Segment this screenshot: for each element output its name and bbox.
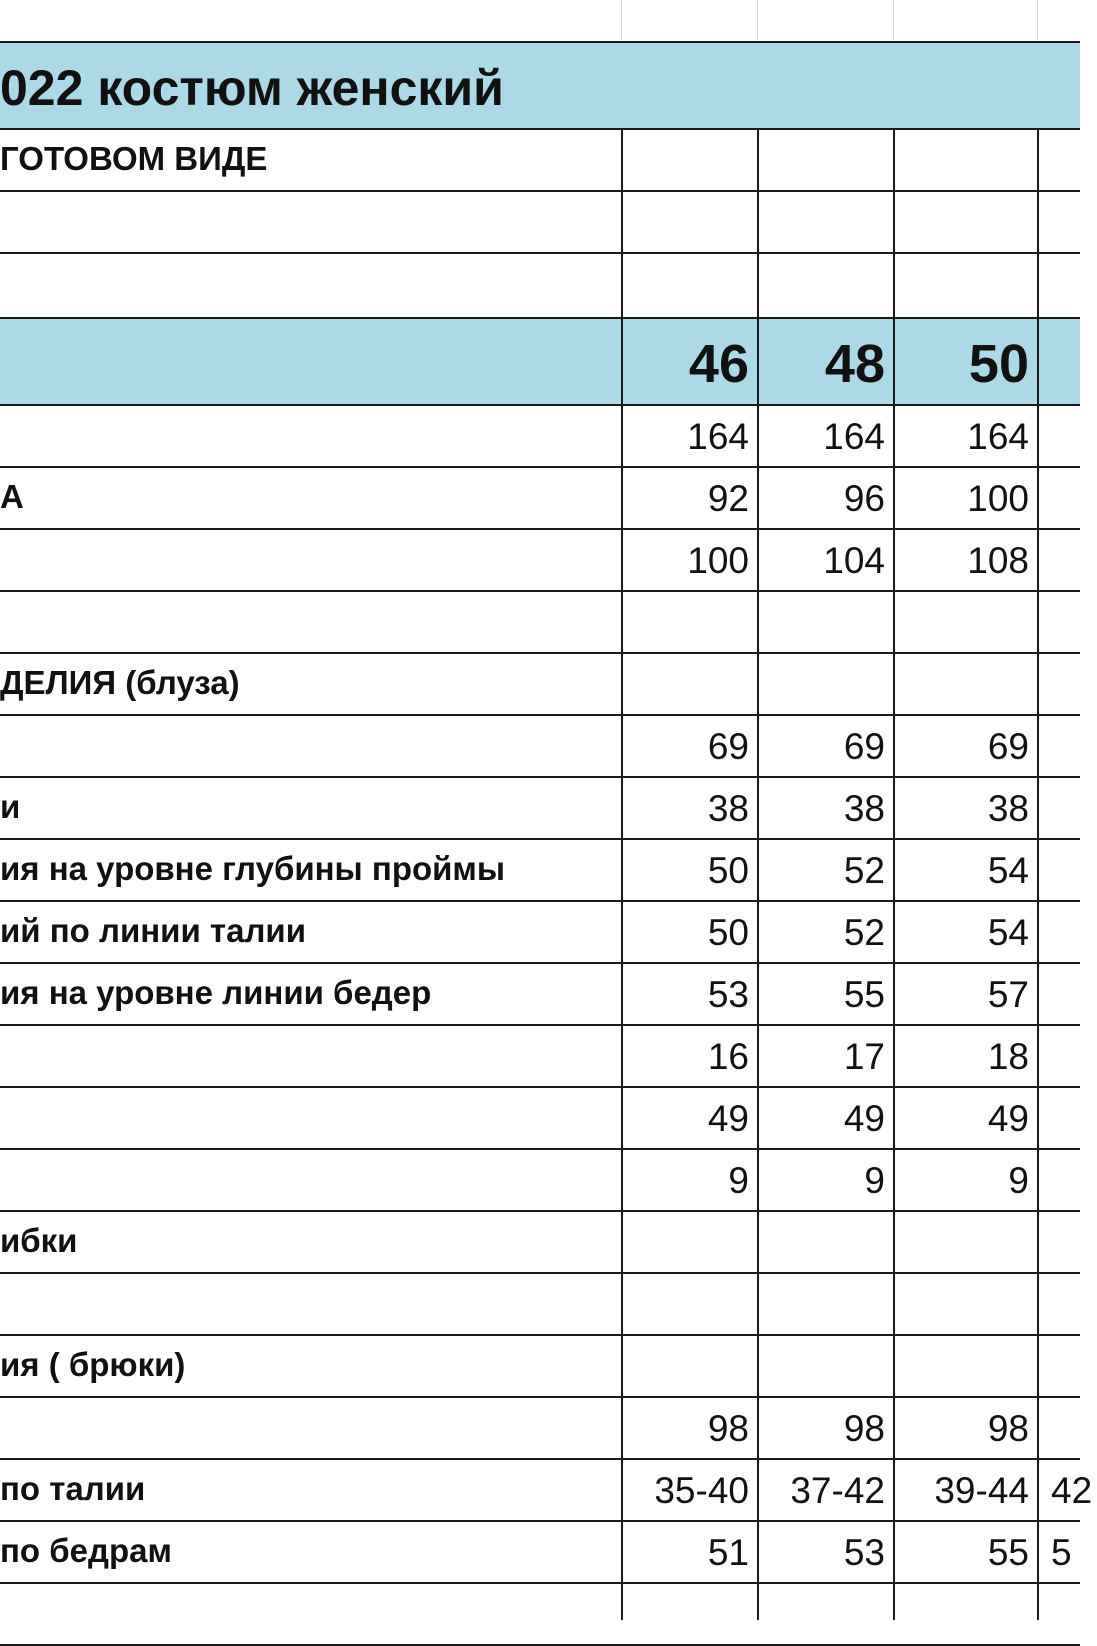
value-cell[interactable]: 9 [864,1160,885,1201]
value-cell[interactable] [759,1212,893,1272]
value-cell[interactable]: 39-44 [934,1470,1029,1511]
value-cell[interactable]: 50 [707,912,749,953]
value-cell[interactable] [1039,530,1097,590]
value-cell[interactable] [1039,1088,1097,1148]
value-cell[interactable] [1039,840,1097,900]
size-header-cell[interactable]: 46 [688,334,749,394]
value-cell[interactable] [895,592,1037,652]
row-label [0,1584,620,1644]
value-cell[interactable] [1039,716,1097,776]
value-cell[interactable]: 52 [843,850,885,891]
row-border [0,252,1080,254]
value-cell[interactable] [1039,406,1097,466]
value-cell[interactable] [1039,468,1097,528]
value-cell[interactable] [895,1274,1037,1334]
row-label [0,1398,620,1458]
value-cell[interactable]: 49 [707,1098,749,1139]
sheet-gridline [893,0,894,40]
value-cell[interactable]: 37-42 [790,1470,885,1511]
value-cell[interactable]: 5 [1051,1532,1072,1573]
value-cell[interactable]: 9 [728,1160,749,1201]
value-cell[interactable] [1039,592,1097,652]
value-cell[interactable] [623,1274,757,1334]
sheet-gridline [757,0,758,40]
value-cell[interactable]: 55 [843,974,885,1015]
sheet-gridline [621,0,622,40]
value-cell[interactable] [759,1274,893,1334]
value-cell[interactable]: 18 [987,1036,1029,1077]
value-cell[interactable]: 100 [687,540,749,581]
value-cell[interactable] [1039,964,1097,1024]
row-border [0,190,1080,192]
value-cell[interactable]: 104 [823,540,885,581]
row-label [0,716,620,776]
value-cell[interactable] [895,654,1037,714]
value-cell[interactable]: 54 [987,912,1029,953]
value-cell[interactable]: 49 [843,1098,885,1139]
value-cell[interactable]: 69 [707,726,749,767]
value-cell[interactable]: 52 [843,912,885,953]
row-label [0,406,620,466]
row-label: ия ( брюки) [0,1346,186,1383]
sheet-title: 022 костюм женский [0,60,504,116]
value-cell[interactable] [759,1584,893,1644]
value-cell[interactable] [623,1336,757,1396]
value-cell[interactable] [1039,654,1097,714]
value-cell[interactable]: 38 [987,788,1029,829]
value-cell[interactable] [623,654,757,714]
value-cell[interactable] [1039,1584,1097,1644]
value-cell[interactable]: 164 [967,416,1029,457]
value-cell[interactable]: 69 [987,726,1029,767]
value-cell[interactable] [623,1584,757,1644]
value-cell[interactable] [1039,1026,1097,1086]
value-cell[interactable]: 50 [707,850,749,891]
value-cell[interactable] [1039,778,1097,838]
row-label: ия на уровне линии бедер [0,974,432,1011]
value-cell[interactable]: 9 [1008,1160,1029,1201]
value-cell[interactable] [895,1212,1037,1272]
value-cell[interactable]: 108 [967,540,1029,581]
size-header-cell[interactable]: 50 [968,334,1029,394]
row-label: по талии [0,1470,146,1507]
value-cell[interactable] [1039,1212,1097,1272]
value-cell[interactable]: 92 [707,478,749,519]
value-cell[interactable]: 53 [843,1532,885,1573]
row-label [0,1274,620,1334]
value-cell[interactable]: 42 [1051,1470,1093,1511]
value-cell[interactable] [1039,1336,1097,1396]
row-label [0,1150,620,1210]
row-label: по бедрам [0,1532,172,1569]
value-cell[interactable] [759,592,893,652]
value-cell[interactable]: 164 [823,416,885,457]
value-cell[interactable]: 54 [987,850,1029,891]
value-cell[interactable]: 49 [987,1098,1029,1139]
value-cell[interactable]: 164 [687,416,749,457]
value-cell[interactable]: 38 [843,788,885,829]
value-cell[interactable] [1039,1398,1097,1458]
row-label: ДЕЛИЯ (блуза) [0,664,240,701]
value-cell[interactable] [623,592,757,652]
value-cell[interactable]: 69 [843,726,885,767]
value-cell[interactable]: 53 [707,974,749,1015]
row-label: и [0,788,21,825]
row-label: ий по линии талии [0,912,306,949]
row-label: А [0,478,24,515]
row-label [0,530,620,590]
row-label: ия на уровне глубины проймы [0,850,506,887]
value-cell[interactable]: 57 [987,974,1029,1015]
value-cell[interactable]: 96 [843,478,885,519]
value-cell[interactable]: 98 [987,1408,1029,1449]
value-cell[interactable] [895,1584,1037,1644]
size-header-cell[interactable] [1039,317,1097,404]
value-cell[interactable]: 98 [843,1408,885,1449]
value-cell[interactable] [1039,1274,1097,1334]
sheet-gridline [1037,0,1038,40]
value-cell[interactable]: 38 [707,788,749,829]
header-label: ГОТОВОМ ВИДЕ [0,140,268,177]
value-cell[interactable]: 98 [707,1408,749,1449]
value-cell[interactable]: 35-40 [654,1470,749,1511]
value-cell[interactable] [895,1336,1037,1396]
size-header-cell[interactable]: 48 [824,334,885,394]
value-cell[interactable] [1039,1150,1097,1210]
value-cell[interactable]: 51 [707,1532,749,1573]
value-cell[interactable] [1039,902,1097,962]
value-cell[interactable]: 100 [967,478,1029,519]
value-cell[interactable]: 16 [707,1036,749,1077]
value-cell[interactable]: 17 [843,1036,885,1077]
row-label [0,1026,620,1086]
value-cell[interactable] [759,1336,893,1396]
value-cell[interactable]: 55 [987,1532,1029,1573]
row-label [0,1088,620,1148]
row-label: ибки [0,1222,78,1259]
row-label [0,592,620,652]
value-cell[interactable] [759,654,893,714]
value-cell[interactable] [623,1212,757,1272]
